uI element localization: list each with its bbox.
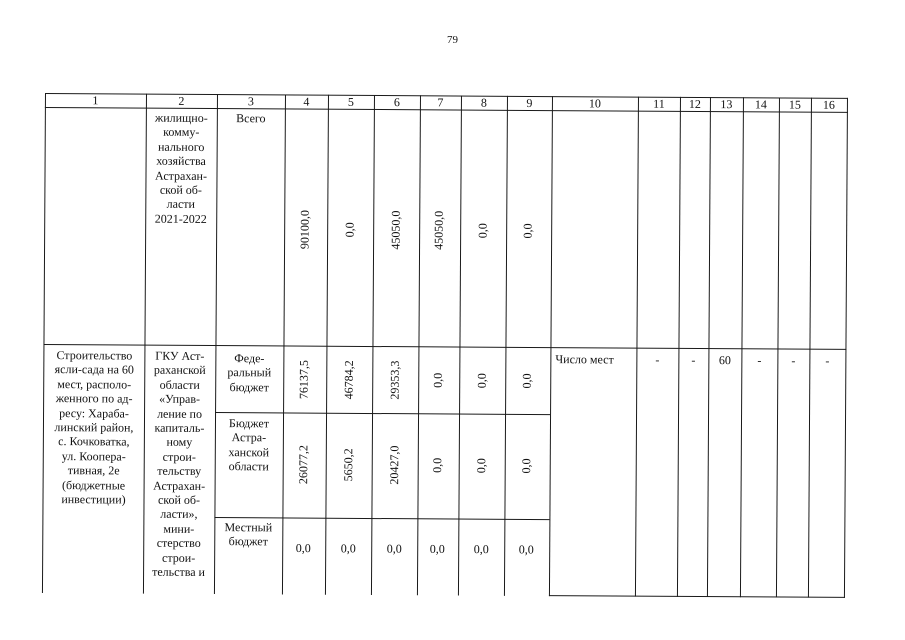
executor-name: ГКУ Аст- раханской области «Управ- ление по капиталь- ному строи- тельству Астрахан- ской об- ласти», мини- стерство строи- тельства и xyxy=(152,348,206,580)
target-col11: - xyxy=(655,352,660,367)
header-col-15: 15 xyxy=(788,97,801,112)
target-col15: - xyxy=(791,353,796,368)
col-border xyxy=(776,97,780,597)
header-col-7: 7 xyxy=(437,95,444,110)
source-federal: Феде- ральный бюджет xyxy=(227,351,272,395)
header-col-8: 8 xyxy=(480,95,487,110)
col-border xyxy=(740,97,744,597)
header-col-12: 12 xyxy=(688,96,701,112)
value-total-col4: 90100,0 xyxy=(297,210,312,250)
value-total-col5: 0,0 xyxy=(342,222,357,238)
col-border xyxy=(707,97,711,597)
value-federal-col4: 76137,5 xyxy=(296,360,311,400)
header-col-2: 2 xyxy=(178,93,185,108)
col-border xyxy=(42,93,46,593)
value-regional-col6: 20427,0 xyxy=(387,445,402,485)
value-total-col9: 0,0 xyxy=(520,223,535,239)
value-local-col6: 0,0 xyxy=(386,541,402,556)
header-col-6: 6 xyxy=(393,95,400,110)
value-total-col7: 45050,0 xyxy=(431,210,446,250)
target-col12: - xyxy=(691,352,696,367)
object-name: Строительство ясли-сада на 60 мест, располо- женного по ад- ресу: Хараба- линский район, с. Кочковатка, ул. Коопера- тивная, 2е (бюджетные инвестиции) xyxy=(54,348,134,507)
col-border xyxy=(504,96,508,596)
header-col-13: 13 xyxy=(720,97,733,112)
value-federal-col7: 0,0 xyxy=(430,372,445,388)
col-border xyxy=(325,95,329,595)
subrow-separator xyxy=(215,412,550,415)
value-federal-col6: 29353,3 xyxy=(387,360,402,400)
col-border xyxy=(844,98,848,598)
col-border xyxy=(417,95,421,595)
value-regional-col5: 5650,2 xyxy=(341,448,356,482)
indicator-name: Число мест xyxy=(555,352,614,367)
header-col-1: 1 xyxy=(92,93,99,108)
value-federal-col8: 0,0 xyxy=(474,373,489,389)
source-total: Всего xyxy=(236,111,266,126)
value-federal-col9: 0,0 xyxy=(519,373,534,389)
source-local: Местный бюджет xyxy=(224,520,273,549)
value-local-col9: 0,0 xyxy=(518,542,534,557)
value-local-col5: 0,0 xyxy=(340,541,356,556)
value-local-col8: 0,0 xyxy=(473,542,489,557)
target-col16: - xyxy=(825,353,830,368)
target-col14: - xyxy=(757,353,762,368)
header-col-10: 10 xyxy=(588,96,601,111)
col-border xyxy=(282,94,286,594)
col-border xyxy=(808,98,812,598)
col-border xyxy=(458,96,462,596)
value-regional-col4: 26077,2 xyxy=(296,445,311,485)
value-regional-col8: 0,0 xyxy=(474,458,489,474)
source-regional: Бюджет Астра- ханской области xyxy=(228,416,270,474)
budget-table xyxy=(42,93,848,598)
value-regional-col7: 0,0 xyxy=(430,457,445,473)
header-col-9: 9 xyxy=(526,95,533,110)
header-col-3: 3 xyxy=(247,94,254,109)
col-border xyxy=(635,97,639,597)
col-border xyxy=(371,95,375,595)
col-border xyxy=(549,96,553,596)
value-local-col4: 0,0 xyxy=(295,541,311,556)
value-regional-col9: 0,0 xyxy=(519,458,534,474)
table-bottom-border xyxy=(549,595,845,598)
value-local-col7: 0,0 xyxy=(429,541,445,556)
value-federal-col5: 46784,2 xyxy=(341,360,356,400)
executor-continued: жилищно- комму- нального хозяйства Астрахан- ской об- ласти 2021-2022 xyxy=(154,110,208,226)
target-col13: 60 xyxy=(718,353,731,368)
header-col-11: 11 xyxy=(653,96,665,111)
header-col-16: 16 xyxy=(822,97,835,112)
col-border xyxy=(677,97,681,597)
header-col-4: 4 xyxy=(303,94,310,109)
page-number: 79 xyxy=(447,34,458,46)
header-col-14: 14 xyxy=(754,97,767,112)
value-total-col6: 45050,0 xyxy=(388,210,403,250)
value-total-col8: 0,0 xyxy=(475,223,490,239)
header-col-5: 5 xyxy=(347,94,354,109)
